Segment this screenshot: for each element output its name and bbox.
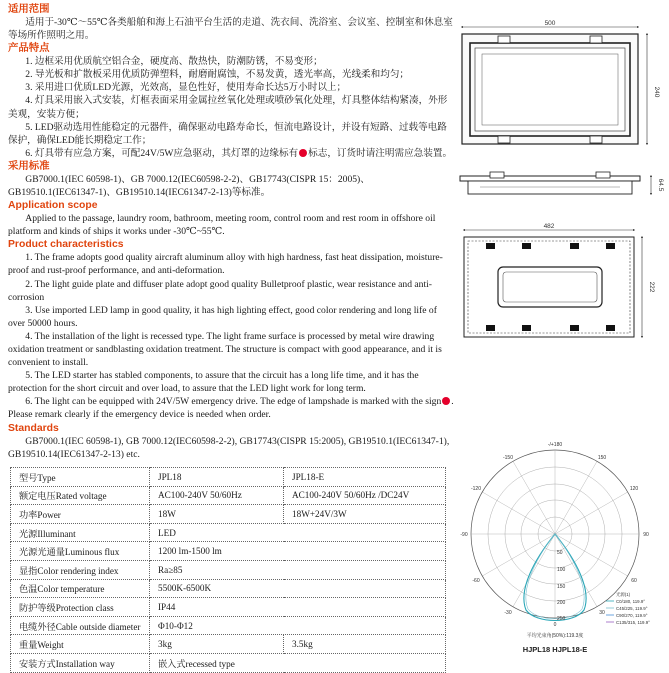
spec-value-cell: Φ10-Φ12 [150,616,446,635]
dim-cutout-width: 482 [543,223,555,230]
legend-title: 光源(1) [616,592,631,597]
spec-value-cell: IP44 [150,598,446,617]
polar-angle: 0 [553,622,557,628]
spec-value-cell: 5500K-6500K [150,579,446,598]
legend-entry: C90/270, 119.9° [616,613,648,618]
polar-radial-label: 50 [557,550,563,556]
section-title-standards-en: Standards [8,422,59,434]
spec-row [11,616,446,635]
standards-cn-text: GB7000.1(IEC 60598-1)、GB 7000.12(IEC60598-2-2)、GB17743(CISPR 15：2005)、GB19510.1(IEC61347-1)、GB19510.14(IEC61347-2-13)等标准。 [8,173,370,199]
feature-cn-1: 1. 边框采用优质航空铝合金，硬度高、散热快，防潮防锈，不易变形； [25,56,323,68]
scope-en-text: Applied to the passage, laundry room, bathroom, meeting room, control room and rest room in offshore oil platform and kinds of ships it works under -30℃~55℃. [8,213,436,238]
polar-light-distribution-diagram [460,442,650,654]
polar-legend [606,591,650,625]
spec-row [11,598,446,617]
spec-value-cell: AC100-240V 50/60Hz /DC24V [284,486,446,505]
feature-en-6 [8,395,456,421]
feature-cn-6-a: 6. 灯具带有应急方案，可配24V/5W应急驱动，其灯罩的边缘标有 [25,147,299,159]
polar-angle: 60 [631,578,637,584]
spec-row [11,560,446,579]
feature-cn-6 [8,147,456,160]
polar-angle: -30 [504,610,512,616]
spec-row [11,468,446,487]
polar-angle-top: -/+180 [547,442,563,448]
spec-row [11,653,446,672]
spec-value-cell: 18W+24V/3W [284,505,446,524]
polar-angle: -150 [502,455,514,461]
spec-value-cell: Ra≥85 [150,560,446,579]
polar-angle: 90 [643,532,649,538]
section-title-scope-en: Application scope [8,200,98,212]
polar-angle: -90 [460,532,468,538]
spec-row [11,523,446,542]
cutout-view-drawing [464,223,655,337]
spec-row [11,542,446,561]
standards-en-text: GB7000.1(IEC 60598-1), GB 7000.12(IEC60598-2-2), GB17743(CISPR 15:2005), GB19510.1(IEC61347-1), GB19510.14(IEC61347-2-13) etc. [8,435,450,460]
section-title-features-cn: 产品特点 [8,43,50,55]
spec-value-cell: JPL18 [150,468,284,487]
feature-cn-4: 4. 灯具采用嵌入式安装，灯框表面采用金属拉丝氧化处理或喷砂氧化处理，灯具整体结构紧凑，外形美观，安装方便； [8,95,448,120]
spec-label-cell: 光源光通量Luminous flux [11,542,150,561]
dim-top-height: 240 [653,86,660,98]
side-view-drawing [460,172,664,194]
spec-label-cell: 额定电压Rated voltage [11,486,150,505]
feature-en-3: 3. Use imported LED lamp in good quality, it has high lighting effect, good color rendering and long life of over 50000 hours. [8,304,437,329]
spec-label-cell: 色温Color temperature [11,579,150,598]
section-title-features-en: Product characteristics [8,239,124,251]
polar-angle: 30 [599,610,605,616]
legend-entry: C0/180, 119.9° [616,599,646,604]
spec-label-cell: 显指Color rendering index [11,560,150,579]
polar-radial-label: 100 [557,567,566,573]
polar-angle: -120 [470,486,482,492]
spec-label-cell: 防护等级Protection class [11,598,150,617]
polar-angle: 150 [597,455,607,461]
emergency-mark-icon [442,397,450,405]
polar-radial-label: 200 [557,600,566,606]
dim-cutout-height: 222 [648,281,655,293]
spec-value-cell: 嵌入式recessed type [150,653,446,672]
feature-cn-3: 3. 采用进口优质LED光源，光效高，显色性好，使用寿命长达5万小时以上； [25,82,347,94]
spec-table [10,467,446,673]
feature-en-5: 5. The LED starter has stabled components, to assure that the circuit has a long life time, and it has the protection for the short circuit and over load, to assure that the LED light work for long term. [8,370,419,395]
drawings-panel [456,0,669,661]
spec-value-cell: 18W [150,505,284,524]
spec-label-cell: 电缆外径Cable outside diameter [11,616,150,635]
emergency-mark-icon [299,149,307,157]
spec-row [11,505,446,524]
polar-angle: -60 [472,578,480,584]
spec-label-cell: 安装方式Installation way [11,653,150,672]
polar-caption: 平均光束角(50%):119.3度 [526,633,584,639]
spec-label-cell: 光源Illuminant [11,523,150,542]
spec-value-cell: LED [150,523,446,542]
dim-top-width: 500 [544,20,556,27]
spec-row [11,635,446,654]
dim-side-height: 64.5 [657,178,664,192]
spec-row [11,579,446,598]
polar-radial-label: 150 [557,584,566,590]
top-view-drawing [462,20,660,144]
section-title-scope-cn: 适用范围 [8,4,50,15]
feature-cn-6-b: 标志，订货时请注明需应急装置。 [308,147,453,159]
spec-label-cell: 功率Power [11,505,150,524]
text-column [8,3,456,461]
spec-value-cell: 1200 lm-1500 lm [150,542,446,561]
polar-angle: 120 [629,486,639,492]
technical-drawings [456,0,669,661]
spec-row [11,486,446,505]
spec-value-cell: AC100-240V 50/60Hz [150,486,284,505]
spec-value-cell: 3.5kg [284,635,446,654]
legend-entry: C135/315, 119.9° [616,620,650,625]
scope-cn-text: 适用于-30℃～55℃各类船舶和海上石油平台生活的走道、洗衣间、洗浴室、会议室、控制室和休息室等场所作照明之用。 [8,17,453,42]
feature-en-4: 4. The installation of the light is recessed type. The light frame surface is processed by metal wire drawing oxidation treatment or sandblasting oxidation treatment. The structure is compact with good appearance, and it is convenient to install. [8,330,442,369]
spec-label-cell: 型号Type [11,468,150,487]
polar-radial-label: 250 [557,616,566,622]
legend-entry: C45/225, 119.9° [616,606,648,611]
feature-en-6-a: 6. The light can be equipped with 24V/5W emergency drive. The edge of lampshade is marked with the sign [25,396,442,408]
polar-model-label: HJPL18 HJPL18-E [522,645,588,654]
feature-en-1: 1. The frame adopts good quality aircraft aluminum alloy with high hardness, fast heat dissipation, moisture-proof and rust-proof performance, and anti-deformation. [8,252,443,277]
feature-en-2: 2. The light guide plate and diffuser plate adopt good quality Bulletproof plastic, wear resistance and anti-corrosion [8,278,432,303]
spec-label-cell: 重量Weight [11,635,150,654]
feature-en-6-b: . Please remark clearly if the emergency device is needed when order. [8,396,454,421]
spec-value-cell: 3kg [150,635,284,654]
feature-cn-5: 5. LED驱动选用性能稳定的元器件，确保驱动电路寿命长，恒流电路设计，并设有短路、过载等电路保护，确保LED能长期稳定工作； [8,121,447,146]
section-title-standards-cn: 采用标准 [8,160,50,172]
spec-value-cell: JPL18-E [284,468,446,487]
feature-cn-2: 2. 导光板和扩散板采用优质防弹塑料，耐磨耐腐蚀，不易发黄，透光率高，光线柔和均匀； [25,69,410,81]
